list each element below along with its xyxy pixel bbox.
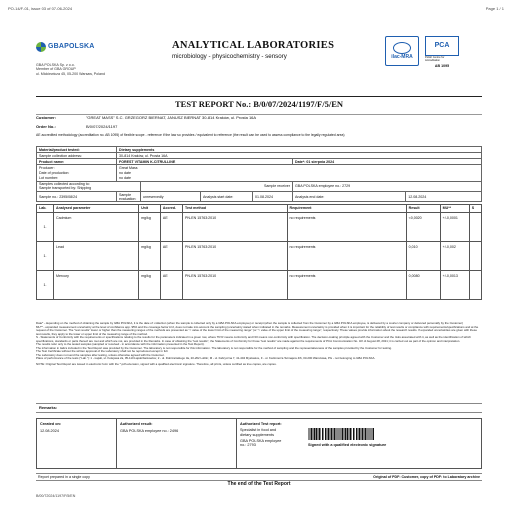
row-parameter: Cadmium (54, 213, 139, 242)
authorizer-line: dietary supplements (240, 432, 274, 437)
address-line: GBA POLSKA Sp. z o.o. (36, 63, 75, 67)
sample-no-cell (37, 192, 117, 202)
table-row (37, 242, 482, 271)
material-label: Material/product tested: (37, 147, 117, 153)
analysis-start-value: 01.08.2024 (253, 192, 293, 202)
accreditation-note: AE accredited methodology (accreditation no. AB 1095) of flexible scope - reference if the law so provides / equivalent to reference (the result can be used to assess compliance to the legally regulated area) (36, 133, 345, 137)
signature-block (308, 428, 386, 447)
row-result: 0,010 (406, 242, 440, 271)
lot-label: Lot number: (37, 176, 117, 182)
footer-right: Original of PDF: Customer, copy of PDF: to Laboratory archive (373, 475, 480, 479)
remarks-row (36, 403, 482, 413)
created-value: 12.08.2024 (40, 429, 60, 434)
row-lab: 1. (37, 242, 54, 271)
collected-row (37, 181, 482, 191)
row-mu: +/-0,002 (440, 242, 469, 271)
gba-logo-text: GBAPOLSKA (48, 42, 95, 50)
producer-value: Great Mass (117, 165, 482, 171)
lot-value: no date (117, 176, 482, 182)
col-result: Result (406, 205, 440, 213)
collection-label: Sample collection address: (37, 153, 117, 159)
col-mu: MU** (440, 205, 469, 213)
row-unit: mg/kg (139, 271, 161, 300)
col-s: S (469, 205, 481, 213)
row-accred: AE (160, 271, 182, 300)
authorized-result-value: GBA POLSKA employee no.: 2496 (120, 429, 179, 434)
receiver-value: GBA POLSKA employee no.: 2729 (293, 181, 482, 191)
analysis-end-value: 12.08.2024 (406, 192, 482, 202)
page-number: Page 1 / 1 (485, 6, 504, 11)
product-label: Product name: (37, 159, 117, 165)
row-unit: mg/kg (139, 213, 161, 242)
col-parameter: Analysed parameter (54, 205, 139, 213)
created-cell (37, 419, 117, 469)
accreditation-badges (385, 36, 459, 68)
signatures-table (36, 418, 482, 469)
transported-label: Sample transported by: (39, 186, 77, 191)
pca-badge (425, 36, 459, 68)
collected-label: Samples collected according to: (39, 182, 90, 187)
row-method: PN-EN 15763:2010 (183, 213, 288, 242)
authorizer-line: GBA POLSKA employee (240, 439, 282, 444)
company-address (36, 63, 116, 76)
note-line: The Laboratory does not send the samples after testing, unless otherwise agreed with the Customer. (36, 352, 165, 357)
authorized-report-body (240, 428, 478, 447)
authorizer-line: no.: 2793 (240, 443, 256, 448)
producer-label: Producer: (37, 165, 117, 171)
row-unit: mg/kg (139, 242, 161, 271)
sample-no-value: 2395/08/24 (59, 194, 78, 199)
authorized-report-label: Authorized Test report: (240, 422, 282, 426)
row-parameter: Mercury (54, 271, 139, 300)
sample-no-label: Sample no.: (39, 194, 59, 199)
pca-logo-icon (425, 36, 459, 56)
sample-no-row (37, 192, 482, 202)
form-code: PO-14/F-01, issue 03 of 07-06-2024 (8, 6, 73, 11)
parameters-header-row (37, 205, 482, 213)
row-requirement: no requirements (287, 213, 406, 242)
authorizer-line: Specialist in food and (240, 428, 277, 433)
product-value: FOREST VITAMIN K-CITRULLINE (117, 159, 293, 165)
transported-line (39, 186, 138, 190)
customer-row (36, 116, 482, 121)
footer-code: B/00/72024/1197/F/5/EN (36, 494, 76, 498)
pca-logo-text: PCA (434, 41, 450, 49)
row-requirement: no requirements (287, 271, 406, 300)
row-requirement: no requirements (287, 242, 406, 271)
header-divider (36, 96, 482, 97)
row-lab: 1. (37, 213, 54, 242)
ilac-mra-badge (385, 36, 419, 66)
customer-value: "GREAT MASS" S.C. GRZEGORZ BIERNAT, JANUSZ BIERNAT 30-814 Kraków, ul. Prosta 16A (86, 115, 257, 120)
row-result: 0,0080 (406, 271, 440, 300)
col-requirement: Requirement (287, 205, 406, 213)
gba-logo-icon (36, 42, 46, 52)
remarks-label: Remarks: (39, 405, 58, 410)
row-lab: 1. (37, 271, 54, 300)
date-value: 01 sierpnia 2024 (306, 159, 335, 164)
row-accred: AE (160, 242, 182, 271)
title-divider (36, 114, 482, 115)
row-mu: +/-0,0001 (440, 213, 469, 242)
col-accred: Accred. (160, 205, 182, 213)
table-row (37, 271, 482, 300)
address-line: Member of GBA GROUP (36, 67, 76, 72)
order-value: B/0/07/2024/1197 (86, 124, 118, 129)
lab-title: ANALYTICAL LABORATORIES (172, 40, 335, 51)
material-value: Dietary supplements (117, 147, 482, 153)
production-date-value: no date (117, 171, 482, 176)
report-title: TEST REPORT No.: B/0/07/2024/1197/F/5/EN (175, 99, 343, 109)
evaluation-label: Sample evaluation: (117, 192, 141, 202)
authorizer-details (240, 428, 302, 447)
col-method: Test method (183, 205, 288, 213)
sample-info-table (36, 146, 482, 202)
ab-number: AB 1095 (434, 63, 450, 68)
ilac-badge-text: ilac-MRA (391, 53, 413, 60)
collected-cell (37, 181, 141, 191)
row-result: <0,0020 (406, 213, 440, 242)
row-method: PN-EN 15763:2010 (183, 242, 288, 271)
ilac-ring-icon (393, 42, 411, 54)
parameters-table (36, 204, 482, 300)
customer-label: Customer: (36, 115, 57, 120)
date-label: Date*: (295, 159, 306, 164)
row-accred: AE (160, 213, 182, 242)
collection-value: 30-814 Kraków, ul. Prosta 16A (117, 153, 482, 159)
row-parameter: Lead (54, 242, 139, 271)
signatures-row (37, 419, 482, 469)
signed-text: Signed with a qualified electronic signature (308, 443, 387, 448)
order-row (36, 125, 482, 130)
analysis-end-label: Analysis end date: (293, 192, 406, 202)
authorized-result-label: Authorized result: (120, 422, 153, 426)
col-lab: Lab. (37, 205, 54, 213)
note-line: The Test Certificate without the written approval of the Laboratory shall not be reproduced except in full. (36, 349, 169, 354)
barcode-icon (308, 428, 374, 440)
report-notes (36, 322, 482, 366)
pca-subtitle: Polish Centre for Accreditation (425, 56, 445, 62)
row-s (469, 213, 481, 242)
note-line: Place of performance of the tests ("Lab."): 1 - Łajski, ul. Kolejowa 2a, 05-110 Łajski/Jankowice; 2 - ul. Dobrzańskiego 3a, 20-262 Lublin; M - ul. Fabryczna 7, 41-404 Mysłowice, F - ul. Kazimierza Tetmajera 4/6, 03-200 Warszawa, PG - not belonging to GBA POLSKA. (36, 356, 376, 361)
production-date-label: Date of production: (37, 171, 117, 176)
analysis-start-label: Analysis start date: (201, 192, 253, 202)
note-line: S - Statements of Conformity with the requirements or specifications relating to the results for the parameters indicated in a green row, where TR R means conformity and NO means non-conformity with specification. The decision-making principle agreed with the Customer and the risks associated with it, as well as the identification of which specifications, standards or parts thereof are met and which are not, are provided in the Remarks. In case of obtaining the "test results", the Statements of Conformity for those "test results" are made against the requirements of PCA Communication No. 3/2 of August 28, 2021; it is carried out as part of the opinion and interpretation. (36, 335, 471, 343)
note-line: The information in italics included in the Test Report was provided by the Customer. The laboratory is not responsible for this information. The laboratory is not responsible for the method of sampling and the representativeness of the samples provided by the Customer for testing. (36, 345, 392, 350)
transported-value: Shipping (77, 186, 92, 191)
footer-row (36, 473, 482, 481)
note-line: NOTE: Original Test Report are issued in electronic form with the *.pdf extension, signed with a qualified electronic signature. Therefore, all prints, unless certified as true copies, are copies. (36, 361, 277, 366)
order-label: Order No.: (36, 124, 56, 129)
lab-subtitle: microbiology - physicochemistry - sensory (172, 53, 287, 60)
row-method: PN-EN 15763:2010 (183, 271, 288, 300)
col-unit: Unit (139, 205, 161, 213)
created-label: Created on: (40, 422, 62, 426)
authorized-result-cell (117, 419, 237, 469)
evaluation-value: unreservedly (141, 192, 201, 202)
table-row (37, 213, 482, 242)
gba-logo (36, 42, 95, 52)
row-s (469, 242, 481, 271)
address-line: ul. Mickiewicza 45, 05-200 Warsaw, Poland (36, 71, 105, 76)
note-line: MU** - expanded measurement uncertainty at the level of confidence app. 95% and the coverage factor k=2, does not take into account the sampling (uncertainty stated when indicated in the remarks. Measurement uncertainty is provided when it is important for the reliability of test results or compliance with requirements/specifications and at the request of the Customer. The "test results" lower or higher than the measuring ranges of the methods are presented as "< value of the lower limit of the measuring range" (or "> value of the upper limit of the measuring range", respectively. These values provide information about the research results. If expanded uncertainties are given with these test results, they apply to the lower or upper limit of the measuring range of the method. (36, 324, 479, 336)
receiver-label: Sample receiver (141, 181, 293, 191)
note-line: Date* - depending on the method of obtaining the sample by GBA POLSKA, it is the date of: collection (when the sample is collected only by a GBA POLSKA employee) or receipt (when the sample is collected from the Customer by a GBA POLSKA employee, is delivered by a courier company or delivered personally by the Customer) (36, 321, 464, 325)
end-of-report: The end of the Test Report (227, 481, 291, 487)
note-line: The results refer only to the tested samples (sampled or received - in accordance with the information presented in the Test Report). (36, 342, 205, 347)
authorized-report-cell (237, 419, 482, 469)
footer-left: Report prepared in a single copy (38, 475, 90, 479)
row-mu: +/-0,0013 (440, 271, 469, 300)
row-s (469, 271, 481, 300)
